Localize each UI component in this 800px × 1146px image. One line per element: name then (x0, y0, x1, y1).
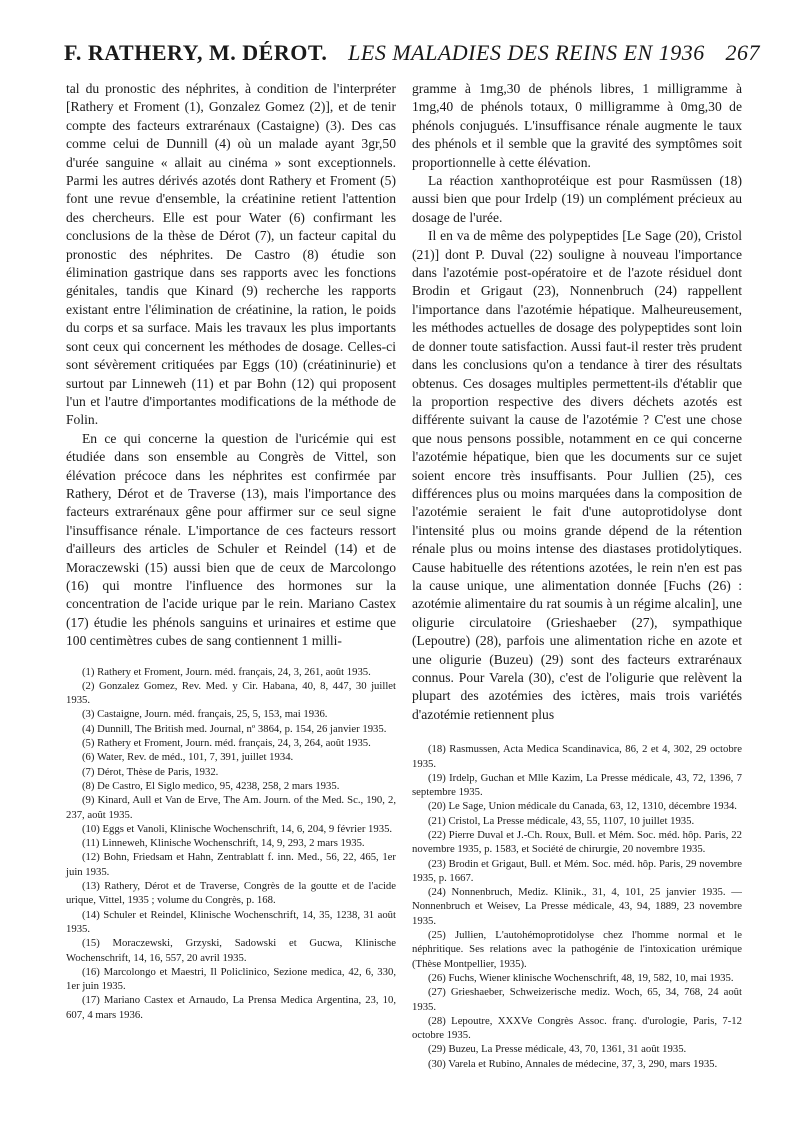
right-paragraph-2: La réaction xanthoprotéique est pour Rasmüssen (18) aussi bien que pour Irdelp (19) un complément précieux au dosage de l'urée. (412, 173, 742, 225)
footnote: (4) Dunnill, The British med. Journal, nº 3864, p. 154, 26 janvier 1935. (82, 722, 387, 735)
footnote: (9) Kinard, Aull et Van de Erve, The Am. Journ. of the Med. Sc., 190, 2, 237, août 1935. (66, 794, 396, 821)
footnote: (1) Rathery et Froment, Journ. méd. français, 24, 3, 261, août 1935. (82, 665, 371, 678)
left-footnotes (66, 665, 396, 1022)
footnote: (10) Eggs et Vanoli, Klinische Wochenschrift, 14, 6, 204, 9 février 1935. (82, 822, 393, 835)
left-paragraph-2: En ce qui concerne la question de l'uricémie qui est étudiée dans son ensemble au Congrès de Vittel, son élévation précoce dans les néphrites est confirmée par Rathery, Dérot et de Traverse (13), mais l'importance des facteurs extrarénaux gêne pour affirmer sur ce seul signe l'insuffisance rénale. L'importance de ces facteurs ressort d'ailleurs des articles de Schuler et Reindel (14) et de Moraczewski (15) aussi bien que de ceux de Marcolongo (16) qui montre l'influence des hormones sur la concentration de l'acide urique par le rein. Mariano Castex (17) étudie les phénols sanguins et urinaires et estime que 100 centimètres cubes de sang contiennent 1 milli- (66, 430, 396, 649)
footnote: (29) Buzeu, La Presse médicale, 43, 70, 1361, 31 août 1935. (428, 1043, 687, 1056)
right-footnotes (412, 742, 742, 1071)
footnote: (15) Moraczewski, Grzyski, Sadowski et Gucwa, Klinische Wochenschrift, 14, 16, 557, 20 avril 1935. (66, 937, 396, 964)
footnote: (27) Grieshaeber, Schweizerische mediz. Woch, 65, 34, 768, 24 août 1935. (412, 986, 742, 1013)
footnote: (13) Rathery, Dérot et de Traverse, Congrès de la goutte et de l'acide urique, Vittel, 1935 ; volume du Congrès, p. 168. (66, 880, 396, 907)
header-title: LES MALADIES DES REINS EN 1936 (348, 40, 705, 65)
right-column (412, 80, 742, 1071)
footnote: (18) Rasmussen, Acta Medica Scandinavica, 86, 2 et 4, 302, 29 octobre 1935. (412, 743, 742, 770)
footnote: (14) Schuler et Reindel, Klinische Wochenschrift, 14, 35, 1238, 31 août 1935. (66, 908, 396, 935)
right-body-text (412, 80, 742, 724)
footnote: (23) Brodin et Grigaut, Bull. et Mém. Soc. méd. hôp. Paris, 29 novembre 1935, p. 1667. (412, 857, 742, 884)
footnote: (30) Varela et Rubino, Annales de médecine, 37, 3, 290, mars 1935. (428, 1057, 718, 1070)
footnote: (6) Water, Rev. de méd., 101, 7, 391, juillet 1934. (82, 751, 294, 764)
footnote: (17) Mariano Castex et Arnaudo, La Prensa Medica Argentina, 23, 10, 607, 4 mars 1936. (66, 994, 396, 1021)
footnote: (22) Pierre Duval et J.-Ch. Roux, Bull. et Mém. Soc. méd. hôp. Paris, 22 novembre 1935, p. 1583, et Société de chirurgie, 20 novembre 1935. (412, 829, 742, 856)
left-body-text (66, 80, 396, 651)
right-paragraph-1: gramme à 1mg,30 de phénols libres, 1 milligramme à 1mg,40 de phénols totaux, 0 milligramme à 0mg,30 de phénols conjugués. L'insuffisance rénale augmente le taux des phénols et il semble que la gravité des symptômes soit proportionnelle à cette élévation. (412, 81, 742, 170)
left-paragraph-1: tal du pronostic des néphrites, à condition de l'interpréter [Rathery et Froment (1), Gonzalez Gomez (2)], et de tenir compte des facteurs extrarénaux (Castaigne) (3). Des cas comme celui de Dunnill (4) où un malade ayant 3gr,50 d'urée sanguine « allait au cinéma » sont exceptionnels. Parmi les autres dérivés azotés dont Rathery et Froment (5) font une revue d'ensemble, la créatinine retient l'attention des chercheurs. Elle est pour Water (6) confirmant les conclusions de la thèse de Dérot (7), un facteur capital du pronostic des néphrites. De Castro (8) étudie son élimination gastrique dans ses rapports avec les fonctions génitales, tandis que Kinard (9) recherche les rapports existant entre l'élimination de créatinine, la ration, le poids du corps et sa surface. Mais les travaux les plus importants sont ceux qui concernent les méthodes de dosage. Celles-ci sont sévèrement critiquées par Eggs (10) (créatininurie) et surtout par Linneweh (11) et par Bohn (12) qui proposent l'un et l'autre d'importantes modifications de la méthode de Folin. (66, 81, 396, 428)
footnote: (21) Cristol, La Presse médicale, 43, 55, 1107, 10 juillet 1935. (428, 814, 695, 827)
header-authors: F. RATHERY, M. DÉROT. (64, 40, 328, 65)
footnote: (25) Jullien, L'autohémoprotidolyse chez l'homme normal et le néphritique. Ses relations avec la pathogénie de l'intoxication urémique (Thèse Montpellier, 1935). (412, 929, 742, 970)
footnote: (20) Le Sage, Union médicale du Canada, 63, 12, 1310, décembre 1934. (428, 800, 737, 813)
footnote: (5) Rathery et Froment, Journ. méd. français, 24, 3, 264, août 1935. (82, 737, 371, 750)
footnote: (19) Irdelp, Guchan et Mlle Kazim, La Presse médicale, 43, 72, 1396, 7 septembre 1935. (412, 771, 742, 799)
footnote: (28) Lepoutre, XXXVe Congrès Assoc. franç. d'urologie, Paris, 7-12 octobre 1935. (412, 1014, 742, 1042)
left-column (66, 80, 396, 1022)
footnote: (16) Marcolongo et Maestri, Il Policlinico, Sezione medica, 42, 6, 330, 1er juin 1935. (66, 965, 396, 993)
footnote: (26) Fuchs, Wiener klinische Wochenschrift, 48, 19, 582, 10, mai 1935. (428, 971, 734, 984)
footnote: (2) Gonzalez Gomez, Rev. Med. y Cir. Habana, 40, 8, 447, 30 juillet 1935. (66, 679, 396, 707)
footnote: (24) Nonnenbruch, Mediz. Klinik., 31, 4, 101, 25 janvier 1935. — Nonnenbruch et Weisev, La Presse médicale, 43, 94, 1889, 23 novembre 1935. (412, 886, 742, 927)
footnote: (11) Linneweh, Klinische Wochenschrift, 14, 9, 293, 2 mars 1935. (82, 837, 365, 850)
page-number: 267 (725, 40, 760, 65)
footnote: (12) Bohn, Friedsam et Hahn, Zentrablatt f. inn. Med., 56, 22, 465, 1er juin 1935. (66, 851, 396, 878)
running-header (64, 40, 760, 76)
footnote: (8) De Castro, El Siglo medico, 95, 4238, 258, 2 mars 1935. (82, 779, 340, 792)
right-paragraph-3: Il en va de même des polypeptides [Le Sage (20), Cristol (21)] dont P. Duval (22) souligne à nouveau l'importance dans l'azotémie post-opératoire et de l'azote résiduel dont Brodin et Grigaut (23), Nonnenbruch (24) rappellent l'importance dans l'azotémie hépatique. Malheureusement, les méthodes actuelles de dosage des polypeptides sont loin de donner toute satisfaction. Aussi faut-il rester très prudent dans les conclusions qu'on a tendance à tirer des résultats obtenus. Ces dosages multiples permettent-ils d'établir que la proportion respective des divers déchets azotés est différente suivant la cause de l'azotémie ? C'est une chose que nous pensons possible, notamment en ce qui concerne l'azotémie hépatique, bien que les documents sur ce sujet soient encore très insuffisants. Pour Jullien (25), ces différences plus ou moins marquées dans la composition de l'azotémie seraient le fait d'une autoprotidolyse dont l'intensité plus ou moins grande dépend de la rétention rénale plus ou moins intense des diastases protidolytiques. Cause habituelle des rétentions azotées, le rein n'en est pas la cause unique, une alimentation donnée [Fuchs (26) : azotémie alimentaire du rat soumis à un régime alcalin], une oligurie circulatoire (Grieshaeber (27), sympathique (Lepoutre) (28), parfois une alimentation riche en azote et une oligurie (Buzeu) (29) sont des facteurs extrarénaux connus. Pour Varela (30), c'est de l'oligurie que relèvent la plupart des azotémies des ictères, mais trois variétés d'azotémie retiennent plus (412, 228, 742, 722)
footnote: (3) Castaigne, Journ. méd. français, 25, 5, 153, mai 1936. (82, 708, 328, 721)
footnote: (7) Dérot, Thèse de Paris, 1932. (82, 765, 219, 778)
